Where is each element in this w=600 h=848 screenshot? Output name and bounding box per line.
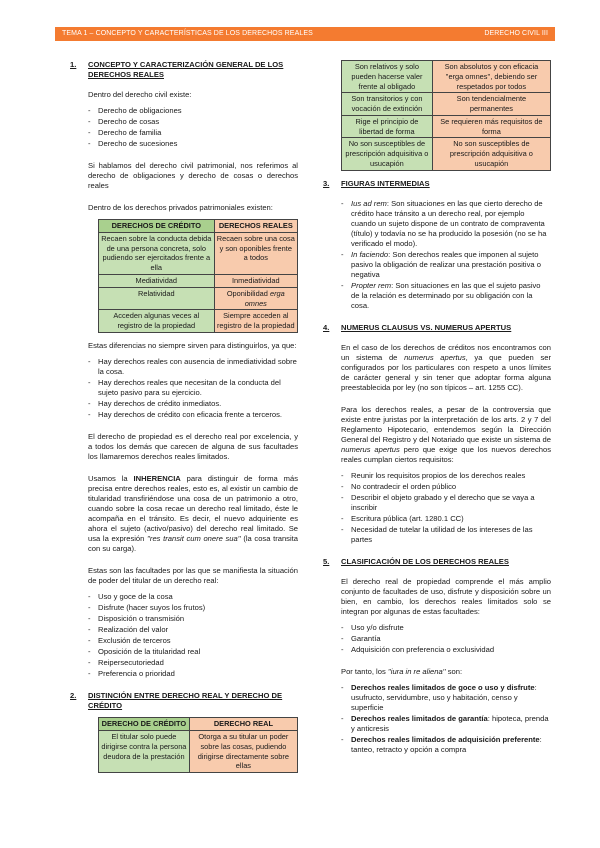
distinction-table-cont-wrapper (323, 60, 551, 171)
comparison-table-wrapper (70, 219, 298, 333)
paragraph: Dentro del derecho civil existe: (88, 90, 192, 100)
distinction-table (98, 717, 298, 773)
section-number: 5. (323, 557, 330, 567)
table-cell: Recaen sobre una cosa y son oponibles frente a todos (214, 232, 297, 274)
header-title: TEMA 1 – CONCEPTO Y CARACTERÍSTICAS DE LOS DERECHOS REALES (62, 30, 313, 37)
list-item (323, 683, 551, 713)
table-header: DERECHOS DE CRÉDITO (99, 220, 215, 233)
distinction-table-continued (341, 60, 551, 171)
table-cell: Oponibilidad erga omnes (214, 287, 297, 310)
table-cell: Otorga a su titular un poder sobre las cosas, pudiendo dirigirse directamente sobre ellas (189, 731, 297, 773)
bullet-list (323, 623, 551, 655)
table-header: DERECHOS REALES (214, 220, 297, 233)
section-title-text: NUMERUS CLAUSUS VS. NUMERUS APERTUS (341, 322, 512, 332)
paragraph: Dentro de los derechos privados patrimoniales existen: (88, 203, 273, 213)
list-item (323, 281, 551, 311)
table-cell: Mediatividad (99, 275, 215, 288)
list-item: - Derecho de familia (70, 128, 298, 138)
table-cell: Acceden algunas veces al registro de la propiedad (99, 310, 215, 333)
list-item (323, 714, 551, 734)
table-cell: Inmediatividad (214, 275, 297, 288)
bullet-list (70, 106, 298, 149)
page-header (0, 0, 600, 42)
section-number: 1. (70, 60, 77, 69)
list-item-text: : Son derechos reales que imponen al sujeto pasivo la obligación de realizar una prestación positiva o negativa (351, 249, 541, 279)
list-item: - Oposición de la titularidad real (70, 647, 298, 657)
comparison-table (98, 219, 298, 333)
section-5-title (323, 557, 551, 567)
section-number: 4. (323, 322, 330, 332)
table-cell: Siempre acceden al registro de la propiedad (214, 310, 297, 333)
list-item-term: Derechos reales limitados de goce o uso y disfrute (351, 683, 535, 693)
list-item: - Derecho de sucesiones (70, 139, 298, 149)
section-1-title (70, 60, 298, 80)
list-item (323, 735, 551, 755)
list-item (323, 199, 551, 249)
list-item: - Reipersecutoriedad (70, 658, 298, 668)
bullet-list (70, 357, 298, 420)
list-item-text: : hipoteca, prenda y anticresis (351, 714, 549, 734)
list-item: - Reunir los requisitos propios de los derechos reales (323, 471, 551, 481)
list-item: - Adquisición con preferencia o exclusividad (323, 645, 551, 655)
table-cell: Son tendencialmente permanentes (432, 93, 550, 116)
right-column (323, 60, 551, 761)
table-cell: Se requieren más requisitos de forma (432, 115, 550, 138)
table-cell: No son susceptibles de prescripción adquisitiva o usucapión (342, 138, 433, 170)
list-item-term: Derechos reales limitados de garantía (351, 714, 488, 724)
section-title-text: FIGURAS INTERMEDIAS (341, 178, 430, 188)
section-number: 2. (70, 691, 77, 701)
list-item-term: Derechos reales limitados de adquisición preferente (351, 735, 540, 745)
table-header: DERECHO DE CRÉDITO (99, 718, 190, 731)
table-cell: Son relativos y solo pueden hacerse valer frente al obligado (342, 61, 433, 93)
table-cell: Rige el principio de libertad de forma (342, 115, 433, 138)
section-title-text: CLASIFICACIÓN DE LOS DERECHOS REALES (341, 557, 509, 567)
section-2-title (70, 691, 298, 711)
section-title-text: CONCEPTO Y CARACTERIZACIÓN GENERAL DE LOS DERECHOS REALES (88, 60, 284, 80)
list-item: - Uso y/o disfrute (323, 623, 551, 633)
table-cell: El titular solo puede dirigirse contra la persona deudora de la prestación (99, 731, 190, 773)
requirements-list (323, 471, 551, 545)
list-item: - Escritura pública (art. 1280.1 CC) (323, 514, 551, 524)
table-header: DERECHO REAL (189, 718, 297, 731)
table-cell: Son absolutos y con eficacia ''erga omnes'', debiendo ser respetados por todos (432, 61, 550, 93)
list-item-term: In faciendo (351, 249, 389, 259)
list-item-term: Ius ad rem (351, 198, 387, 208)
list-item-text: : Son situaciones en las que cierto derecho de crédito hace tránsito a un derecho real, por ejemplo cuando un sujeto dispone de un contrato de compraventa (título) y todavía no se ha producido la posesión (no se ha verificado el modo). (351, 198, 547, 248)
paragraph: En el caso de los derechos de créditos nos encontramos con un sistema de numerus apertus, ya que pueden ser configurados por los particulares con respeto a unos límites de carácter general y sin tener que adoptar forma alguna preestablecida por ley (no son típicos – art. 1255 CC). (341, 342, 551, 392)
paragraph: Para los derechos reales, a pesar de la controversia que existe entre juristas por la interpretación de los arts. 2 y 7 del Reglamento Hipotecario, entendemos según la Dirección General del Registro y del Notariado que existe un sistema de numerus apertus pero que exige que los nuevos derechos reales cumplan ciertos requisitos: (341, 404, 551, 465)
list-item: - Exclusión de terceros (70, 636, 298, 646)
table-cell: Relatividad (99, 287, 215, 310)
list-item: - Derecho de obligaciones (70, 106, 298, 116)
list-item-text: : Son situaciones en las que el sujeto pasivo de la relación es determinado por su obligación con la cosa. (351, 280, 541, 310)
left-column (70, 60, 298, 781)
table-cell: Recaen sobre la conducta debida de una persona concreta, solo pudiendo ser ejercitados frente a ella (99, 232, 215, 274)
list-item: - Hay derechos reales que necesitan de la conducta del sujeto pasivo para su ejercicio. (70, 378, 298, 398)
list-item-term: Propter rem (351, 280, 392, 290)
list-item: - Necesidad de tutelar la utilidad de los intereses de las partes (323, 525, 551, 545)
paragraph: El derecho de propiedad es el derecho real por excelencia, y a todos los demás que carecen de alguna de sus facultades los llamaremos derechos reales limitados. (88, 431, 298, 461)
list-item: - Garantía (323, 634, 551, 644)
figures-list (323, 199, 551, 311)
section-number: 3. (323, 178, 330, 188)
list-item (323, 250, 551, 280)
paragraph: El derecho real de propiedad comprende el más amplio conjunto de facultades de uso, disfrute y disposición sobre un bien, en cambio, los derechos reales limitados solo se integran por algunas de estas facultades: (341, 577, 551, 617)
list-item: - Disposición o transmisión (70, 614, 298, 624)
list-item: - Uso y goce de la cosa (70, 592, 298, 602)
paragraph: Estas diferencias no siempre sirven para distinguirlos, ya que: (88, 340, 297, 350)
list-item: - Preferencia o prioridad (70, 669, 298, 679)
list-item: - Hay derechos reales con ausencia de inmediatividad sobre la cosa. (70, 357, 298, 377)
list-item-text: : tanteo, retracto y opción a compra (351, 735, 542, 755)
list-item: - No contradecir el orden público (323, 482, 551, 492)
paragraph: Si hablamos del derecho civil patrimonial, nos referimos al derecho de obligaciones y derecho de cosas o derechos reales (88, 161, 298, 191)
distinction-table-wrapper (70, 717, 298, 773)
list-item-text: : usufructo, servidumbre, uso y habitación, censo y superficie (351, 683, 537, 713)
list-item: - Hay derechos de crédito inmediatos. (70, 399, 298, 409)
list-item: - Derecho de cosas (70, 117, 298, 127)
table-cell: No son susceptibles de prescripción adquisitiva o usucapión (432, 138, 550, 170)
list-item: - Hay derechos de crédito con eficacia frente a terceros. (70, 410, 298, 420)
section-title-text: DISTINCIÓN ENTRE DERECHO REAL Y DERECHO DE CRÉDITO (88, 691, 283, 711)
paragraph: Estas son las facultades por las que se manifiesta la situación de poder del titular de un derecho real: (88, 566, 298, 586)
list-item: - Realización del valor (70, 625, 298, 635)
paragraph-inherencia: Usamos la INHERENCIA para distinguir de forma más precisa entre derechos reales, esto es, al existir un cambio de titularidad transfiriéndose una cosa de un patrimonio a otro, cuando sobre la cosa recae un derecho real limitado, éste le acompaña en el tránsito. Es decir, el nuevo adquiriente es ahora el sujeto (activo/pasivo) del derecho real limitado. Se usa la expresión ''res transit cum onere sua'' (la cosa transita con su carga). (88, 473, 298, 554)
bullet-list (70, 592, 298, 679)
list-item: - Describir el objeto grabado y el derecho que se vaya a inscribir (323, 493, 551, 513)
paragraph: Por tanto, los ''iura in re aliena'' son: (341, 667, 463, 677)
classification-list (323, 683, 551, 755)
section-3-title (323, 179, 551, 189)
list-item: - Disfrute (hacer suyos los frutos) (70, 603, 298, 613)
table-cell: Son transitorios y con vocación de extinción (342, 93, 433, 116)
header-subject: DERECHO CIVIL III (484, 30, 548, 37)
section-4-title (323, 323, 551, 333)
